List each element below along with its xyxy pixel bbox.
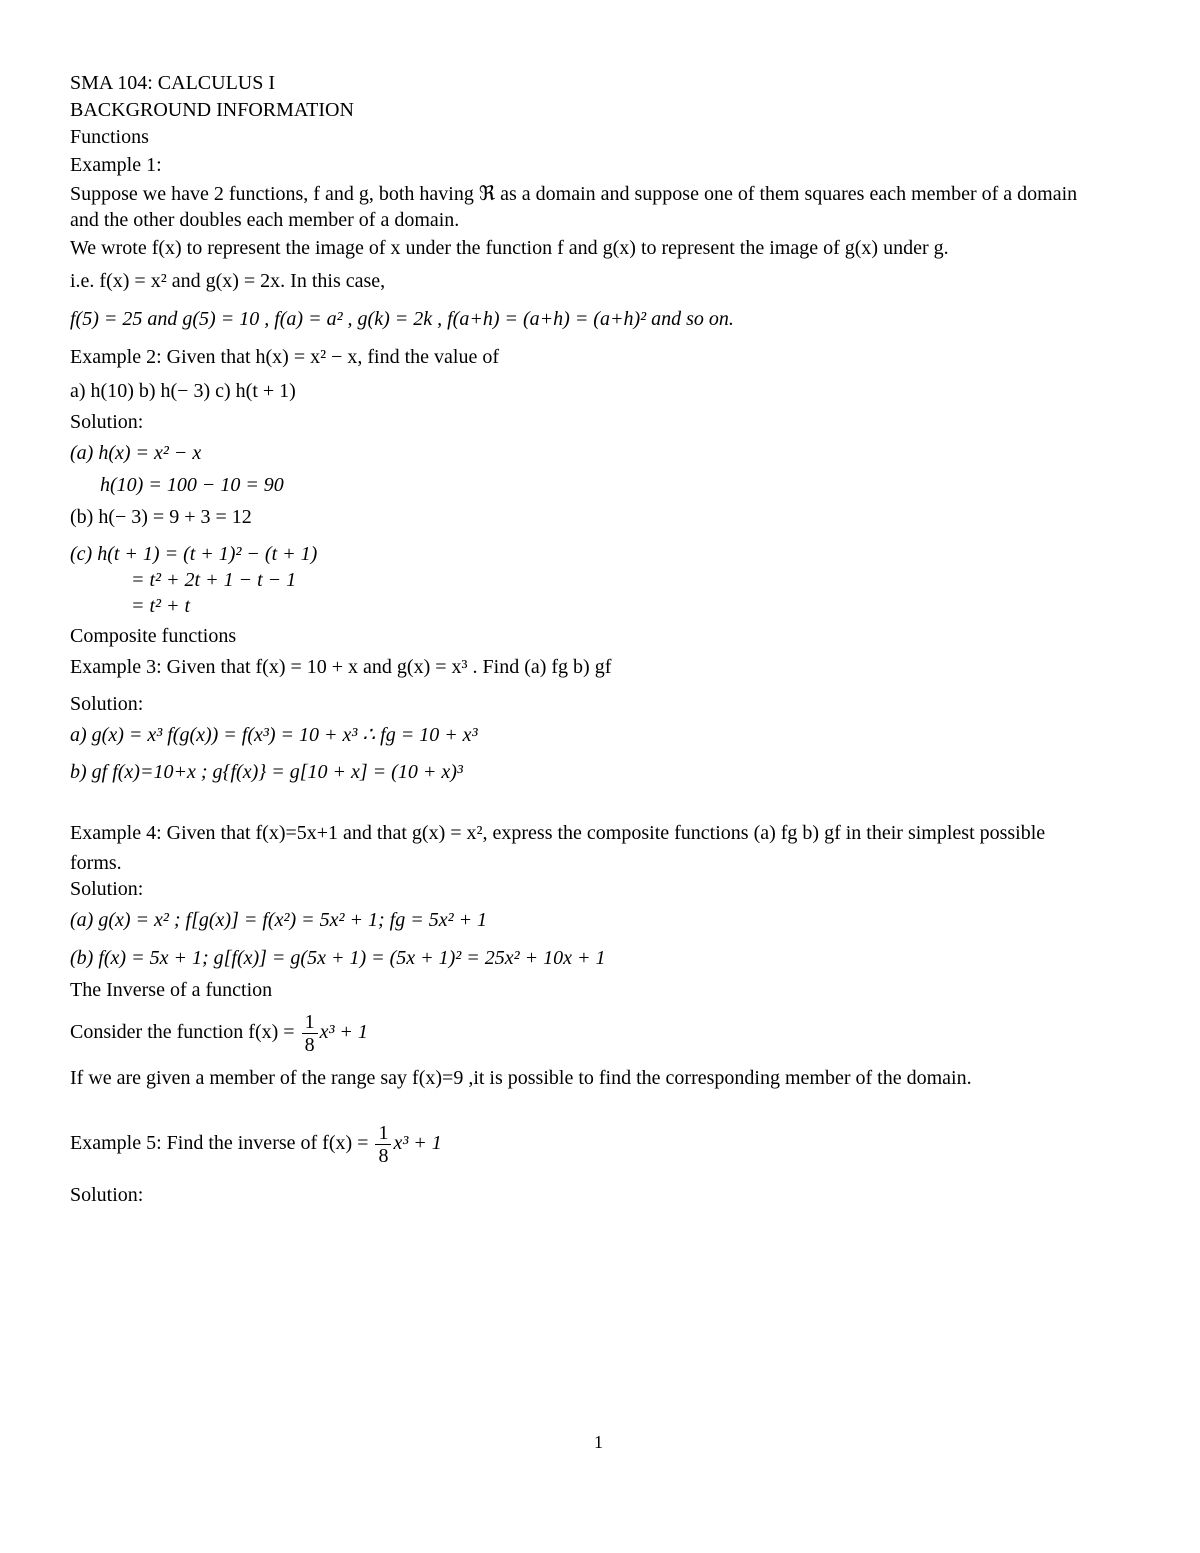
example-5-line bbox=[70, 1122, 442, 1167]
solution-label: Solution: bbox=[70, 693, 144, 715]
course-title: SMA 104: CALCULUS I bbox=[70, 72, 276, 94]
example-5-prefix: Example 5: Find the inverse of f(x) = bbox=[70, 1132, 369, 1155]
fraction-denominator: 8 bbox=[304, 1034, 315, 1056]
fraction-numerator: 1 bbox=[375, 1122, 391, 1145]
fraction-denominator: 8 bbox=[378, 1145, 389, 1167]
example-5-suffix: x³ + 1 bbox=[393, 1132, 442, 1155]
solution-label: Solution: bbox=[70, 878, 144, 900]
page-number: 1 bbox=[594, 1432, 603, 1452]
composite-heading: Composite functions bbox=[70, 625, 237, 647]
example-3-b: b) gf f(x)=10+x ; g{f(x)} = g[10 + x] = (10 + x)³ bbox=[70, 761, 463, 783]
example-2-c-line-1: (c) h(t + 1) = (t + 1)² − (t + 1) bbox=[70, 543, 318, 565]
example-2-title: Example 2: Given that h(x) = x² − x, find the value of bbox=[70, 346, 500, 368]
example-1-text: Suppose we have 2 functions, f and g, both having ℜ as a domain and suppose one of them squares each member of a domain and the other doubles each member of a domain. bbox=[70, 183, 1078, 231]
consider-function-line bbox=[70, 1011, 368, 1056]
range-text: If we are given a member of the range say f(x)=9 ,it is possible to find the corresponding member of the domain. bbox=[70, 1067, 972, 1089]
example-4-b: (b) f(x) = 5x + 1; g[f(x)] = g(5x + 1) = (5x + 1)² = 25x² + 10x + 1 bbox=[70, 947, 606, 969]
example-3-title: Example 3: Given that f(x) = 10 + x and g(x) = x³ . Find (a) fg b) gf bbox=[70, 656, 612, 678]
fraction bbox=[302, 1011, 318, 1056]
consider-prefix: Consider the function f(x) = bbox=[70, 1021, 295, 1044]
example-2-b: (b) h(− 3) = 9 + 3 = 12 bbox=[70, 506, 252, 528]
example-2-parts: a) h(10) b) h(− 3) c) h(t + 1) bbox=[70, 380, 296, 402]
example-3-a: a) g(x) = x³ f(g(x)) = f(x³) = 10 + x³ ∴ fg = 10 + x³ bbox=[70, 724, 478, 746]
solution-label: Solution: bbox=[70, 1184, 144, 1206]
solution-label: Solution: bbox=[70, 411, 144, 433]
example-2-c-line-3: = t² + t bbox=[131, 595, 191, 617]
fraction bbox=[375, 1122, 391, 1167]
consider-suffix: x³ + 1 bbox=[319, 1021, 368, 1044]
example-4-a: (a) g(x) = x² ; f[g(x)] = f(x²) = 5x² + 1; fg = 5x² + 1 bbox=[70, 909, 488, 931]
example-2-a-line-2: h(10) = 100 − 10 = 90 bbox=[100, 474, 284, 496]
example-2-a-line-1: (a) h(x) = x² − x bbox=[70, 442, 202, 464]
example-1-ie: i.e. f(x) = x² and g(x) = 2x. In this case, bbox=[70, 270, 386, 292]
example-4-text: Example 4: Given that f(x)=5x+1 and that g(x) = x², express the composite functions (a) fg b) gf in their simplest possible forms. bbox=[70, 822, 1046, 874]
inverse-heading: The Inverse of a function bbox=[70, 979, 273, 1001]
fraction-numerator: 1 bbox=[302, 1011, 318, 1034]
functions-heading: Functions bbox=[70, 126, 149, 148]
example-1-title: Example 1: bbox=[70, 154, 162, 176]
example-1-values: f(5) = 25 and g(5) = 10 , f(a) = a² , g(k) = 2k , f(a+h) = (a+h) = (a+h)² and so on. bbox=[70, 308, 734, 330]
section-title: BACKGROUND INFORMATION bbox=[70, 99, 354, 121]
example-1-text-2: We wrote f(x) to represent the image of x under the function f and g(x) to represent the image of g(x) under g. bbox=[70, 237, 949, 259]
example-2-c-line-2: = t² + 2t + 1 − t − 1 bbox=[131, 569, 297, 591]
